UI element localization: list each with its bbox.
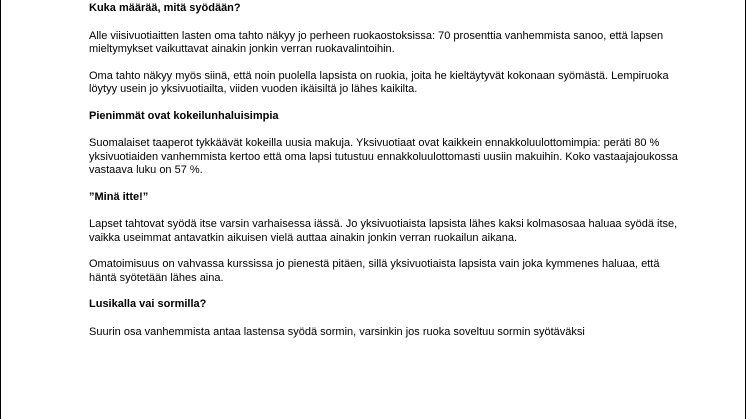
paragraph: Alle viisivuotiaitten lasten oma tahto näkyy jo perheen ruokaostoksissa: 70 prosenttia vanhemmista sanoo, että lapsen mieltymykset vaikuttavat ainakin jonkin verran ruokavalintoihin. (89, 29, 664, 55)
paragraph: Suomalaiset taaperot tykkäävät kokeilla uusia makuja. Yksivuotiaat ovat kaikkein ennakkoluulottomimpia: peräti 80 % yksivuotiaiden vanhemmista kertoo että oma lapsi tutustuu ennakkoluulottomasti uusiin makuihin. Koko vastaajajoukossa vastaava luku on 57 %. (89, 137, 678, 176)
section-heading: Kuka määrää, mitä syödään? (89, 2, 241, 14)
section-heading: ”Minä itte!” (89, 190, 149, 203)
document-body (89, 2, 689, 352)
paragraph: Omatoimisuus on vahvassa kurssissa jo pienestä pitäen, sillä yksivuotiaista lapsista vain joka kymmenes haluaa, että häntä syötetään lähes aina. (89, 258, 660, 284)
section-heading: Lusikalla vai sormilla? (89, 298, 207, 310)
paragraph: Suurin osa vanhemmista antaa lastensa syödä sormin, varsinkin jos ruoka soveltuu sormin syötäväksi (89, 325, 585, 338)
paragraph: Lapset tahtovat syödä itse varsin varhaisessa iässä. Jo yksivuotiaista lapsista lähes kaksi kolmasosaa haluaa syödä itse, vaikka useimmat antavatkin aikuisen vielä auttaa ainakin jonkin verran ruokailun aikana. (89, 218, 678, 244)
paragraph: Oma tahto näkyy myös siinä, että noin puolella lapsista on ruokia, joita he kieltäytyvät kokonaan syömästä. Lempiruoka löytyy usein jo yksivuotiailta, viiden vuoden ikäisiltä jo lähes kaikilta. (89, 69, 669, 95)
section-heading: Pienimmät ovat kokeilunhaluisimpia (89, 109, 279, 122)
